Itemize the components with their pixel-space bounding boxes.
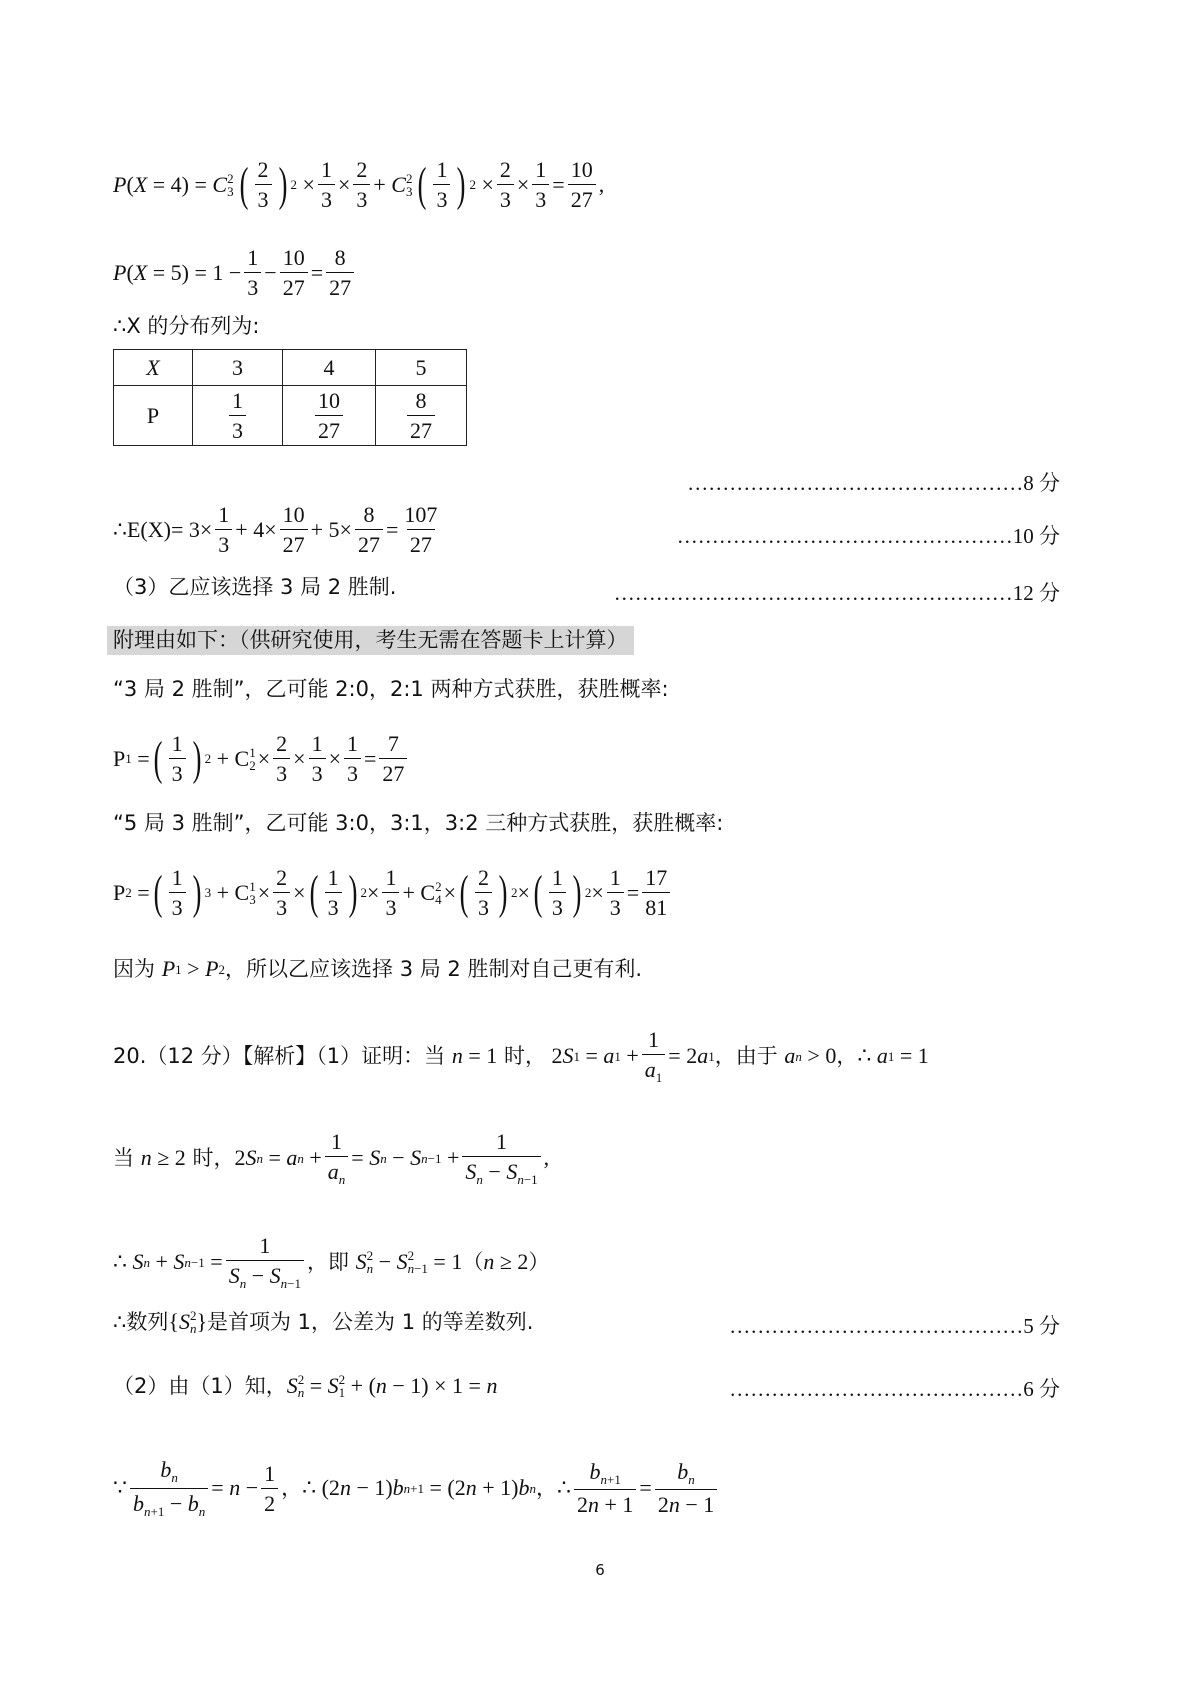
- formula-p-x5: P ( X = 5) = 1 − $\frac{1}{3}$ − $\frac{10}{27}$ = $\frac{8}{27}$: [113, 246, 357, 299]
- text-3-games-2-wins: “3 局 2 胜制”，乙可能 2:0，2:1 两种方式获胜，获胜概率:: [113, 677, 669, 701]
- table-row-label: P: [114, 386, 193, 446]
- table-cell: $\frac{1}{3}$: [193, 386, 283, 446]
- sequence-conclusion: ∴数列 { S 2 n } 是首项为 1，公差为 1 的等差数列.: [113, 1308, 534, 1336]
- formula-p1: P 1 = ( $\frac{1}{3}$ ) 2 + C 1 2 × $\frac{2}{3}$ × $\frac{1}{3}$ × $\frac{1}{3}$ = $\frac{7}{27}$: [113, 732, 410, 785]
- formula-recurrence: ∵ $\frac{b_n}{b_{n+1} - b_n}$ = n − $\frac{1}{2}$ ， ∴ (2 n − 1) b n+1 = (2 n + 1) b n ， ∴ $\frac{b_{n+1}}{2n + 1}$ = $\frac{b_n}{2n - 1}$: [113, 1458, 720, 1518]
- note-highlight: 附理由如下：（供研究使用，考生无需在答题卡上计算）: [113, 626, 634, 655]
- score-12: …………………………………………………12 分: [613, 581, 1060, 605]
- formula-p-x4: P ( X = 4) = C 2 3 ( $\frac{2}{3}$ ) 2 × $\frac{1}{3}$ × $\frac{2}{3}$ + C 2 3 ( $\frac{1}{3}$ ) 2 × $\frac{2}{3}$ × $\frac{1}{3}$ = $\frac{10}{27}$ ,: [113, 157, 605, 213]
- table-cell: $\frac{8}{27}$: [376, 386, 467, 446]
- distribution-table: [113, 349, 467, 446]
- page-number: 6: [595, 1561, 605, 1579]
- formula-p2: P 2 = ( $\frac{1}{3}$ ) 3 + C 1 3 × $\frac{2}{3}$ × ( $\frac{1}{3}$ ) 2 × $\frac{1}{3}$ + C 2 4 × ( $\frac{2}{3}$ ) 2 × ( $\frac{1}{3}$ ) 2 × $\frac{1}{3}$ = $\frac{17}{81}$: [113, 866, 673, 919]
- answer-part3: （3）乙应该选择 3 局 2 胜制.: [113, 575, 397, 599]
- score-8: …………………………………………8 分: [687, 471, 1060, 495]
- table-row: [114, 350, 467, 386]
- text-5-games-3-wins: “5 局 3 胜制”，乙可能 3:0，3:1，3:2 三种方式获胜，获胜概率:: [113, 811, 724, 835]
- score-10: …………………………………………10 分: [676, 524, 1060, 548]
- distribution-intro: ∴X 的分布列为:: [113, 314, 260, 338]
- problem-20-header: 20.（12 分）【解析】（1）证明：当 n = 1 时， 2 S 1 = a 1 + $\frac{1}{a_1}$ = 2 a 1 ，由于 a n > 0 ， ∴ a 1 = 1: [113, 1027, 929, 1086]
- table-cell: $\frac{10}{27}$: [283, 386, 376, 446]
- formula-n-geq-2: 当 n ≥ 2 时， 2 S n = a n + $\frac{1}{a_n}$ = S n − S n−1 + $\frac{1}{S_n - S_{n-1}}$ ,: [113, 1129, 550, 1188]
- formula-sum-difference: ∴ S n + S n−1 = $\frac{1}{S_n - S_{n-1}}$ ，即 S 2 n − S 2 n−1 = 1 （ n ≥ 2 ）: [113, 1233, 550, 1292]
- part2-formula: （2）由（1）知， S 2 n = S 2 1 + ( n − 1) × 1 = n: [113, 1372, 498, 1400]
- table-header-cell: 5: [376, 350, 467, 386]
- conclusion-text: 因为 P 1 > P 2 ，所以乙应该选择 3 局 2 胜制对自己更有利.: [113, 956, 643, 981]
- score-5: ……………………………………5 分: [729, 1314, 1060, 1338]
- table-header-cell: 3: [193, 350, 283, 386]
- table-row: [114, 386, 467, 446]
- table-header-x: X: [114, 350, 193, 386]
- table-header-cell: 4: [283, 350, 376, 386]
- formula-expectation: ∴E(X)= 3× $\frac{1}{3}$ + 4× $\frac{10}{27}$ + 5× $\frac{8}{27}$ = $\frac{107}{27}$: [113, 502, 438, 558]
- score-6: ……………………………………6 分: [729, 1377, 1060, 1401]
